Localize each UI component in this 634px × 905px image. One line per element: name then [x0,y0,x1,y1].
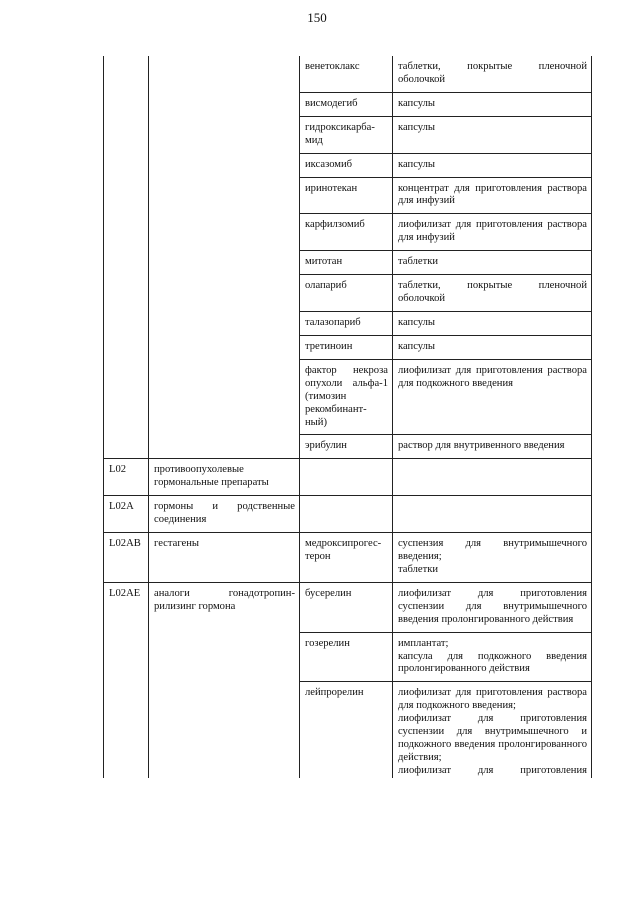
drug-list-table [103,56,592,778]
dosage-form-cell [393,632,592,682]
page-number: 150 [307,10,327,25]
dosage-form-line: лиофилизат для приготовления раствора для подкожного введения; [398,687,587,712]
drug-name-cell: олапариб [300,275,393,312]
dosage-form-line: лиофилизат для приготовления суспензии для внутримышечного и подкожного введения пролонгированного действия; [398,713,587,763]
dosage-form-line: суспензия для внутримышечного введения; [398,538,587,562]
dosage-form-cell: раствор для внутривенного введения [393,435,592,459]
drug-name-cell: иксазомиб [300,153,393,177]
drug-name-cell: эрибулин [300,435,393,459]
drug-group-cell: гестагены [149,533,300,583]
drug-name-cell: иринотекан [300,177,393,214]
drug-group-cell: гормоны и родственные соединения [149,496,300,533]
drug-name-cell: карфилзомиб [300,214,393,251]
dosage-form-cell: таблетки, покрытые пленочной оболочкой [393,275,592,312]
drug-group-cell: противоопухолевые гормональные препараты [149,459,300,496]
dosage-form-cell [393,496,592,533]
dosage-form-line: имплантат; [398,637,449,649]
atc-code-cell: L02 [104,459,149,496]
drug-name-cell: третиноин [300,335,393,359]
drug-group-cell [149,56,300,459]
dosage-form-cell: капсулы [393,116,592,153]
dosage-form-cell: лиофилизат для приготовления раствора для подкожного введения [393,359,592,435]
dosage-form-line: лиофилизат для приготовления суспензии для внутримышечного введения пролонгированного действия [398,587,587,625]
dosage-form-line: таблетки [398,563,439,575]
drug-name-cell: венетоклакс [300,56,393,92]
dosage-form-cell: лиофилизат для приготовления раствора для инфузий [393,214,592,251]
atc-code-cell [104,56,149,459]
dosage-form-cell: капсулы [393,335,592,359]
dosage-form-cell: таблетки, покрытые пленочной оболочкой [393,56,592,92]
dosage-form-cell: таблетки [393,251,592,275]
drug-name-cell [300,496,393,533]
drug-name-cell [300,459,393,496]
dosage-form-cell [393,459,592,496]
drug-name-cell: фактор некроза опухоли альфа-1 (тимозин рекомбинант-ный) [300,359,393,435]
dosage-form-cell: капсулы [393,311,592,335]
dosage-form-cell: капсулы [393,92,592,116]
drug-name-cell: бусерелин [300,582,393,632]
atc-code-cell: L02AB [104,533,149,583]
dosage-form-cell [393,582,592,632]
table-row [104,56,592,92]
drug-name-cell: висмодегиб [300,92,393,116]
dosage-form-line: капсула для подкожного введения пролонгированного действия [398,650,587,675]
drug-name-cell: гозерелин [300,632,393,682]
table-row [104,496,592,533]
dosage-form-cell: капсулы [393,153,592,177]
drug-name-cell: медроксипрогес-терон [300,533,393,583]
table-row [104,582,592,632]
drug-name-cell: талазопариб [300,311,393,335]
drug-name-cell: митотан [300,251,393,275]
dosage-form-cell: концентрат для приготовления раствора для инфузий [393,177,592,214]
drug-name-cell: гидроксикарба-мид [300,116,393,153]
atc-code-cell: L02AE [104,582,149,777]
drug-name-cell: лейпрорелин [300,682,393,778]
dosage-form-cell [393,682,592,778]
dosage-form-cell [393,533,592,583]
table-row [104,459,592,496]
atc-code-cell: L02A [104,496,149,533]
drug-group-cell: аналоги гонадотропин-рилизинг гормона [149,582,300,777]
dosage-form-line: лиофилизат для приготовления [398,764,587,776]
table-row [104,533,592,583]
